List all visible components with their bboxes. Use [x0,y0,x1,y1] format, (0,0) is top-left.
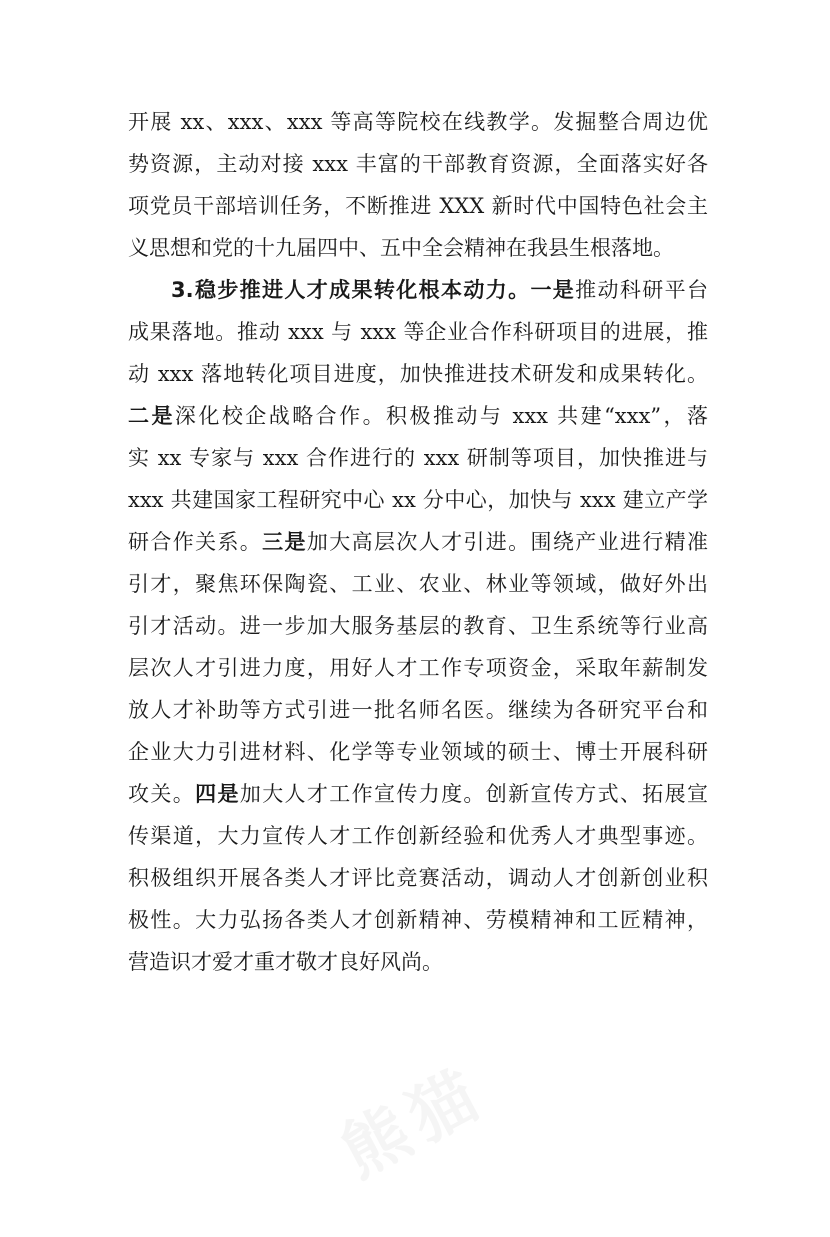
section-3-line-6: xxx 共建国家工程研究中心 xx 分中心，加快与 xxx 建立产学 [128,488,708,512]
section-3-line-10: 层次人才引进力度，用好人才工作专项资金，采取年薪制发 [128,656,708,680]
section-3-line-9: 引才活动。进一步加大服务基层的教育、卫生系统等行业高 [128,614,708,638]
line-13-lead: 攻关。 [128,782,196,806]
section-heading: 3.稳步推进人才成果转化根本动力。 [171,278,531,302]
section-3-line-15: 积极组织开展各类人才评比竞赛活动，调动人才创新创业积 [128,866,708,890]
item-1-text: 推动科研平台 [575,278,708,302]
item-3-text: 加大高层次人才引进。围绕产业进行精准 [306,530,709,554]
section-3-line-7 [128,525,708,559]
item-1-label: 一是 [530,278,576,302]
paragraph-1-line-3: 项党员干部培训任务，不断推进 XXX 新时代中国特色社会主 [128,194,708,218]
watermark: 熊猫 [328,1052,500,1193]
section-3-line-11: 放人才补助等方式引进一批名师名医。继续为各研究平台和 [128,698,708,722]
line-7-lead: 研合作关系。 [128,530,263,554]
section-3-line-16: 极性。大力弘扬各类人才创新精神、劳模精神和工匠精神， [128,908,708,932]
section-3-line-4 [128,399,708,433]
section-3-line-12: 企业大力引进材料、化学等专业领域的硕士、博士开展科研 [128,740,708,764]
section-3-line-17: 营造识才爱才重才敬才良好风尚。 [128,950,443,974]
section-3-line-13 [128,777,708,811]
section-3-line-5: 实 xx 专家与 xxx 合作进行的 xxx 研制等项目，加快推进与 [128,446,708,470]
paragraph-1-line-2: 势资源，主动对接 xxx 丰富的干部教育资源，全面落实好各 [128,152,708,176]
section-3-line-14: 传渠道，大力宣传人才工作创新经验和优秀人才典型事迹。 [128,824,708,848]
item-2-label: 二是 [128,404,175,428]
section-3-line-3: 动 xxx 落地转化项目进度，加快推进技术研发和成果转化。 [128,362,708,386]
section-3-line-2: 成果落地。推动 xxx 与 xxx 等企业合作科研项目的进展，推 [128,320,708,344]
item-2-text: 深化校企战略合作。积极推动与 xxx 共建“xxx”，落 [174,404,708,428]
item-3-label: 三是 [262,530,307,554]
section-3-line-8: 引才，聚焦环保陶瓷、工业、农业、林业等领域，做好外出 [128,572,708,596]
section-3-line-1 [171,273,708,307]
item-4-label: 四是 [195,782,240,806]
paragraph-1-line-1: 开展 xx、xxx、xxx 等高等院校在线教学。发掘整合周边优 [128,110,708,134]
item-4-text: 加大人才工作宣传力度。创新宣传方式、拓展宣 [239,782,709,806]
paragraph-1-line-4: 义思想和党的十九届四中、五中全会精神在我县生根落地。 [128,236,674,260]
